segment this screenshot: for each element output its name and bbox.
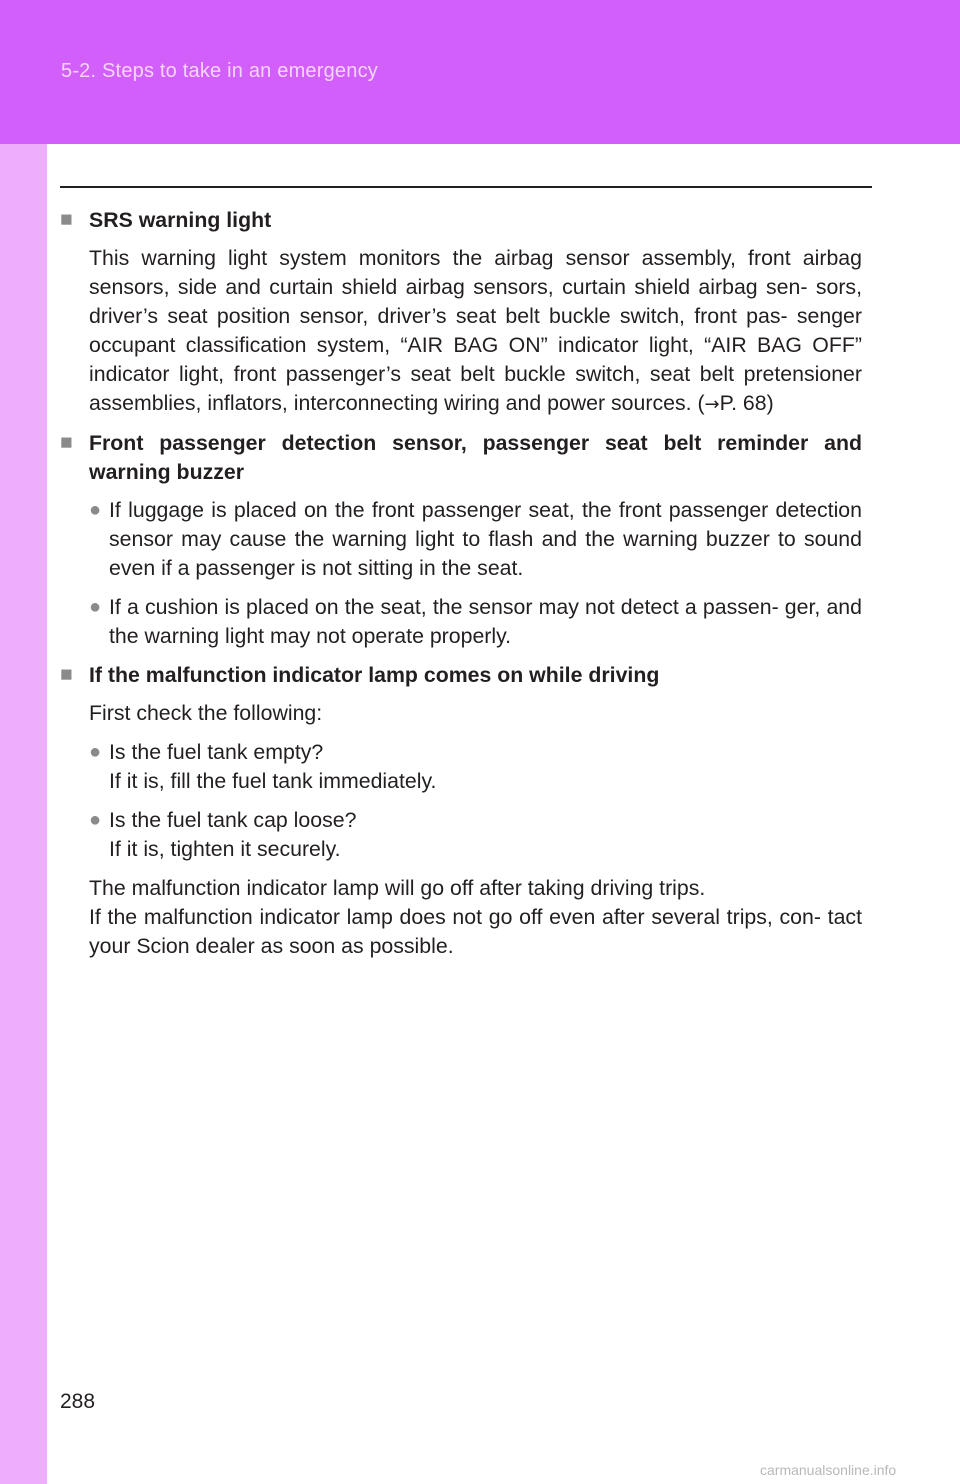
- list-item-text: If a cushion is placed on the seat, the sensor may not detect a passen- ger, and the warning light may not operate properly.: [109, 595, 862, 648]
- list-item-question: Is the fuel tank cap loose?: [109, 808, 357, 832]
- section-srs-warning-light: [60, 206, 862, 419]
- circle-bullet-icon: [89, 738, 101, 767]
- paragraph-text: The malfunction indicator lamp will go off after taking driving trips.: [89, 876, 706, 900]
- page-number: 288: [60, 1390, 96, 1413]
- left-margin-strip: [0, 144, 47, 1484]
- square-bullet-icon: [60, 210, 78, 229]
- section-header-band: [0, 0, 960, 144]
- section-passenger-detection: [60, 429, 862, 651]
- top-divider: [60, 186, 872, 188]
- paragraph: [89, 874, 862, 961]
- section-title: SRS warning light: [89, 208, 272, 232]
- list-item: [89, 806, 862, 864]
- page-content: [60, 206, 862, 971]
- paragraph-text: This warning light system monitors the airbag sensor assembly, front airbag sensors, side and curtain shield airbag sensors, curtain shield airbag sen- sors, driver’s seat position sensor, driver’s seat belt buckle switch, front pas- senger occupant classification system, “AIR BAG ON” indicator light, “AIR BAG OFF” indicator light, front passenger’s seat belt buckle switch, seat belt pretensioner assemblies, inflators, interconnecting wiring and power sources. (: [89, 246, 862, 415]
- paragraph: [89, 244, 862, 419]
- section-title: If the malfunction indicator lamp comes on while driving: [89, 663, 660, 687]
- arrow-right-icon: →: [704, 394, 720, 415]
- square-bullet-icon: [60, 665, 78, 684]
- paragraph-text: If the malfunction indicator lamp does not go off even after several trips, con- tact your Scion dealer as soon as possible.: [89, 905, 862, 958]
- section-breadcrumb: 5-2. Steps to take in an emergency: [61, 60, 378, 82]
- list-item-answer: If it is, fill the fuel tank immediately.: [109, 769, 437, 793]
- list-item: [89, 593, 862, 651]
- list-item-question: Is the fuel tank empty?: [109, 740, 324, 764]
- section-title: Front passenger detection sensor, passenger seat belt reminder and warning buzzer: [89, 431, 862, 484]
- watermark: carmanualsonline.info: [760, 1462, 897, 1478]
- list-item: [89, 738, 862, 796]
- list-item-text: If luggage is placed on the front passenger seat, the front passenger detection sensor may cause the warning light to flash and the warning buzzer to sound even if a passenger is not sitting in the seat.: [109, 498, 862, 580]
- circle-bullet-icon: [89, 806, 101, 835]
- circle-bullet-icon: [89, 496, 101, 525]
- page-reference-link[interactable]: P. 68): [719, 391, 774, 415]
- list-item: [89, 496, 862, 583]
- square-bullet-icon: [60, 433, 78, 452]
- list-item-answer: If it is, tighten it securely.: [109, 837, 341, 861]
- circle-bullet-icon: [89, 593, 101, 622]
- section-malfunction-lamp: [60, 661, 862, 961]
- paragraph: First check the following:: [89, 701, 323, 725]
